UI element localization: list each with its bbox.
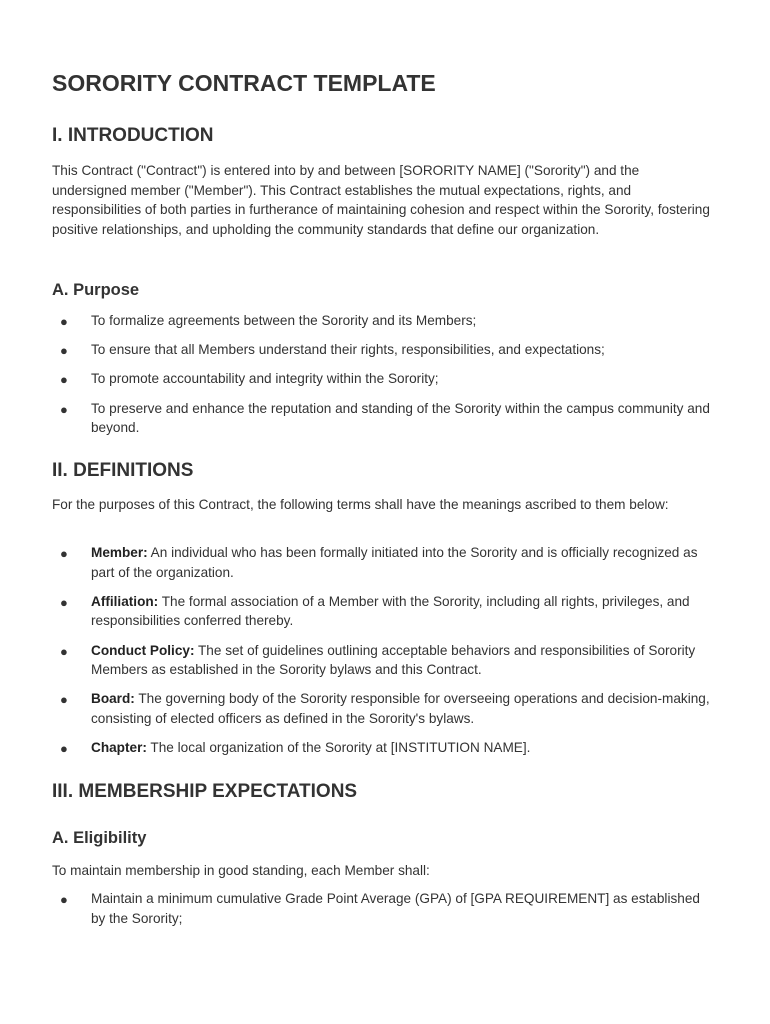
section-heading-definitions: II. DEFINITIONS [52,460,194,481]
definitions-list [52,543,712,767]
list-item [52,369,712,389]
eligibility-intro: To maintain membership in good standing, each Member shall: [52,863,430,878]
list-item [52,592,712,631]
purpose-item-text: To ensure that all Members understand their rights, responsibilities, and expectations; [91,342,605,358]
bullet-icon: ● [60,343,68,359]
list-item [52,340,712,360]
purpose-item-text: To promote accountability and integrity within the Sorority; [91,371,439,387]
subheading-eligibility: A. Eligibility [52,829,147,847]
definition-text: The local organization of the Sorority at [INSTITUTION NAME]. [146,740,531,756]
section-heading-introduction: I. INTRODUCTION [52,125,214,146]
bullet-icon: ● [60,741,68,757]
bullet-icon: ● [60,546,68,561]
definition-text: An individual who has been formally initiated into the Sorority and is officially recognized as part of the organization. [91,545,698,580]
list-item [52,543,712,582]
bullet-icon: ● [60,643,68,659]
definition-term: Conduct Policy: [91,642,195,658]
list-item [52,311,712,331]
bullet-icon: ● [60,372,68,388]
definition-text: The formal association of a Member with the Sorority, including all rights, privileges, and responsibilities conferred thereby. [91,593,690,629]
eligibility-list [52,889,712,938]
section-heading-membership-expectations: III. MEMBERSHIP EXPECTATIONS [52,781,358,802]
bullet-icon: ● [60,892,68,907]
purpose-list [52,311,712,447]
bullet-icon: ● [60,692,68,708]
bullet-icon: ● [60,314,68,329]
list-item [52,738,712,758]
purpose-item-text: To preserve and enhance the reputation and standing of the Sorority within the campus community and beyond. [91,400,710,436]
definitions-intro: For the purposes of this Contract, the following terms shall have the meanings ascribed to them below: [52,497,669,512]
definition-term: Affiliation: [91,593,159,609]
definition-term: Member: [91,545,148,560]
definition-text: The set of guidelines outlining acceptable behaviors and responsibilities of Sorority Members as established in the Sorority bylaws and this Contract. [91,642,696,678]
purpose-item-text: To formalize agreements between the Sorority and its Members; [91,313,477,328]
definition-term: Board: [91,691,135,707]
eligibility-item-text: Maintain a minimum cumulative Grade Point Average (GPA) of [GPA REQUIREMENT] as established by the Sorority; [91,891,700,926]
bullet-icon: ● [60,401,68,417]
list-item [52,641,712,680]
subheading-purpose: A. Purpose [52,281,140,299]
bullet-icon: ● [60,594,68,610]
definition-term: Chapter: [91,740,147,756]
list-item [52,689,712,728]
list-item [52,399,712,438]
document-title: SORORITY CONTRACT TEMPLATE [52,70,436,96]
introduction-paragraph: This Contract ("Contract") is entered into by and between [SORORITY NAME] ("Sorority") and the undersigned member ("Member"). This Contract establishes the mutual expectations, rights, and responsibilities of both parties in furtherance of maintaining cohesion and respect within the Sorority, fostering positive relationships, and upholding the community standards that define our organization. [52,163,710,237]
list-item [52,889,712,928]
definition-text: The governing body of the Sorority responsible for overseeing operations and decision-making, consisting of elected officers as defined in the Sorority's bylaws. [91,691,710,726]
